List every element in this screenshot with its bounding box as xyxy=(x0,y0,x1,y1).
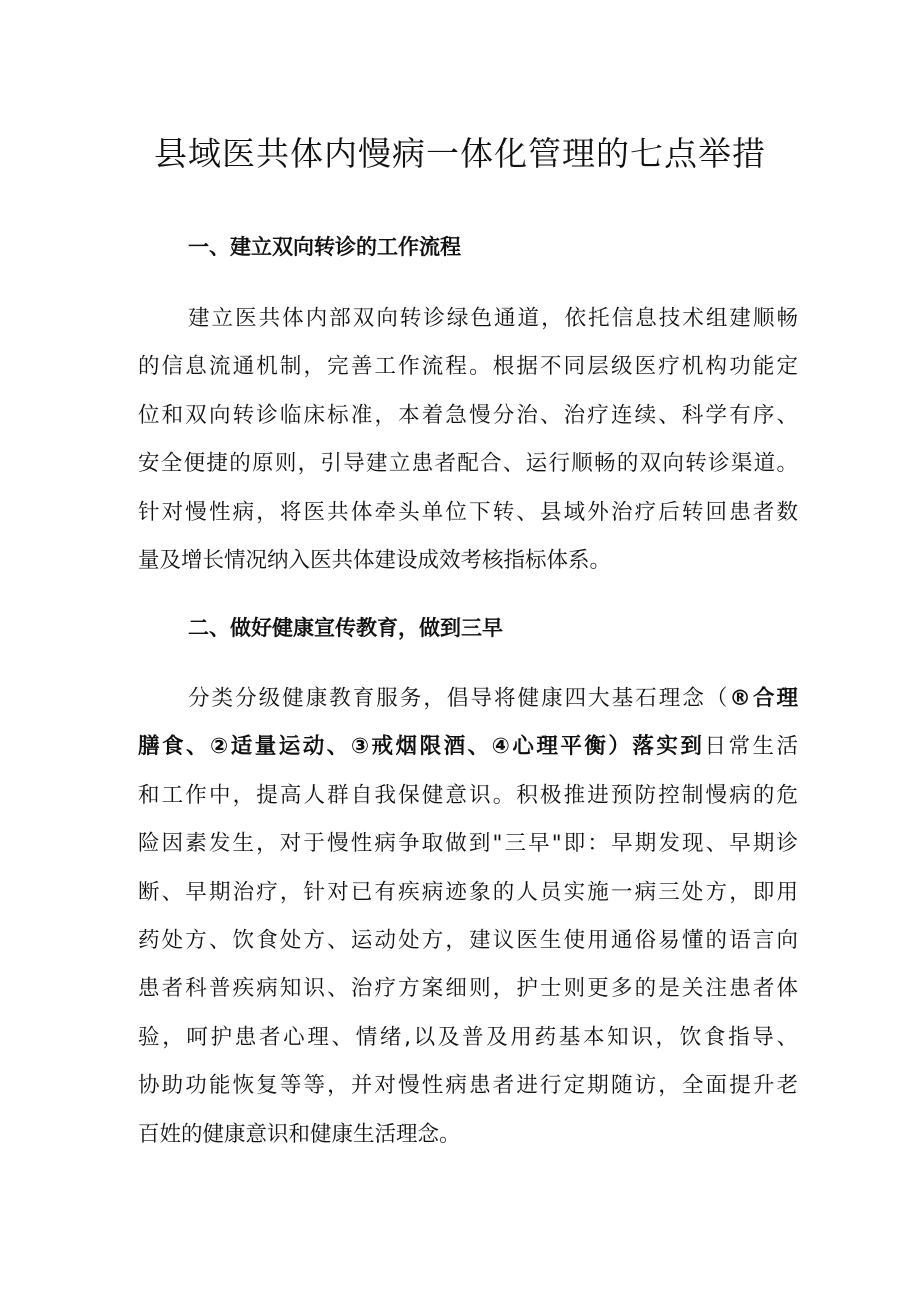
paragraph-line: 断、早期治疗，针对已有疾病迹象的人员实施一病三处方，即用 xyxy=(138,879,798,905)
paragraph-line: 险因素发生，对于慢性病争取做到"三早"即：早期发现、早期诊 xyxy=(138,831,798,857)
paragraph-line: 百姓的健康意识和健康生活理念。 xyxy=(138,1121,461,1147)
section-1-paragraph xyxy=(138,295,798,585)
section-2-paragraph xyxy=(138,675,798,1159)
section-heading-2: 二、做好健康宣传教育，做到三早 xyxy=(188,616,503,640)
paragraph-line: 建立医共体内部双向转诊绿色通道，依托信息技术组建顺畅 xyxy=(188,306,798,331)
paragraph-line: 针对慢性病，将医共体牵头单位下转、县域外治疗后转回患者数 xyxy=(138,499,798,525)
paragraph-text: 分类分级健康教育服务，倡导将健康四大基石理念（ xyxy=(188,686,730,711)
paragraph-line: 药处方、饮食处方、运动处方，建议医生使用通俗易懂的语言向 xyxy=(138,927,798,953)
paragraph-line: 患者科普疾病知识、治疗方案细则，护士则更多的是关注患者体 xyxy=(138,976,798,1002)
bold-text: ®合理 xyxy=(729,686,798,711)
bold-text: 膳食、②适量运动、③戒烟限酒、④心理平衡）落实到 xyxy=(138,734,705,760)
paragraph-line xyxy=(138,723,798,771)
paragraph-line: 验，呵护患者心理、情绪,以及普及用药基本知识，饮食指导、 xyxy=(138,1024,798,1050)
paragraph-line: 协助功能恢复等等，并对慢性病患者进行定期随访，全面提升老 xyxy=(138,1073,798,1099)
paragraph-line: 位和双向转诊临床标准，本着急慢分治、治疗连续、科学有序、 xyxy=(138,402,798,428)
document-title: 县域医共体内慢病一体化管理的七点举措 xyxy=(154,134,766,173)
paragraph-line: 量及增长情况纳入医共体建设成效考核指标体系。 xyxy=(138,547,612,573)
paragraph-line xyxy=(138,675,798,723)
paragraph-line: 和工作中，提高人群自我保健意识。积极推进预防控制慢病的危 xyxy=(138,782,798,808)
paragraph-line: 的信息流通机制，完善工作流程。根据不同层级医疗机构功能定 xyxy=(138,354,798,380)
paragraph-line: 安全便捷的原则，引导建立患者配合、运行顺畅的双向转诊渠道。 xyxy=(138,451,798,477)
section-heading-1: 一、建立双向转诊的工作流程 xyxy=(188,235,461,259)
paragraph-text: 日常生活 xyxy=(704,734,798,760)
